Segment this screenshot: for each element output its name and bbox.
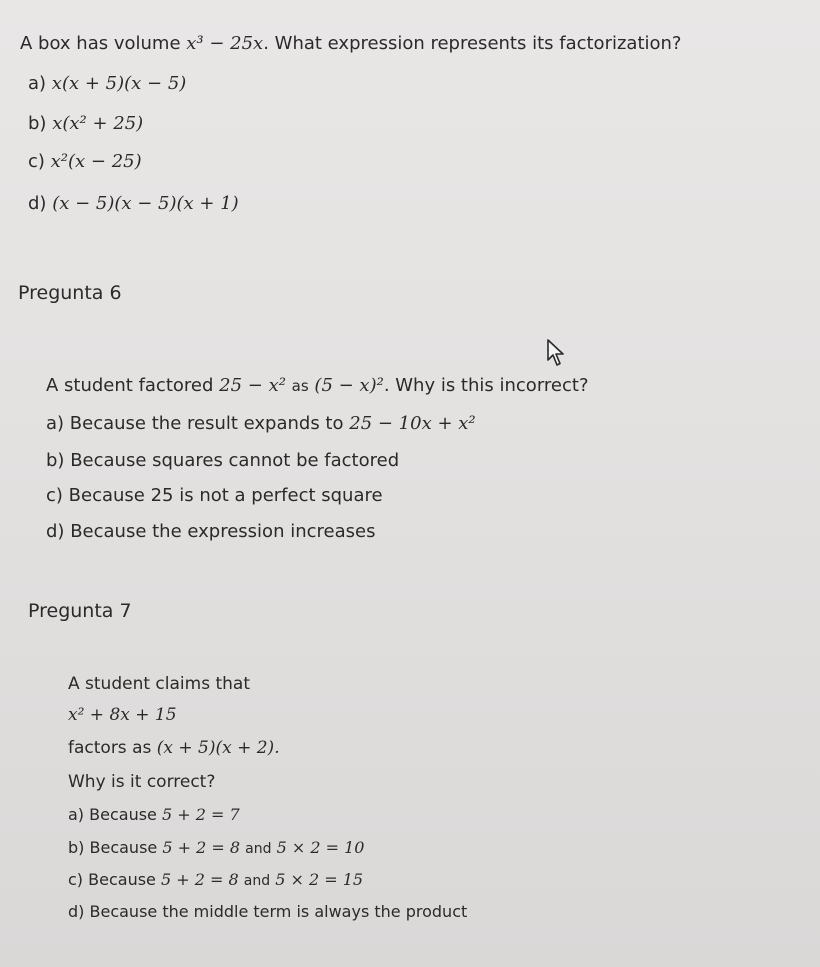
q6-option-b[interactable]	[46, 449, 399, 473]
option-math: x²(x − 25)	[50, 151, 142, 172]
q7-option-a[interactable]	[68, 803, 240, 827]
option-letter: b)	[68, 838, 85, 857]
q6-prompt-math1: 25 − x²	[219, 375, 286, 396]
q7-factors-text: factors as	[68, 738, 152, 758]
q6-option-c[interactable]	[46, 484, 383, 508]
option-math: 5 + 2 = 8	[160, 870, 239, 889]
option-letter: b)	[46, 450, 65, 471]
option-text: Because the result expands to	[69, 413, 344, 434]
option-text: Because squares cannot be factored	[70, 450, 400, 471]
option-text: Because the expression increases	[70, 521, 376, 542]
option-text: Because	[88, 870, 156, 889]
option-text: Because 25 is not a perfect square	[68, 485, 383, 506]
q7-factors	[68, 736, 280, 760]
q7-option-c[interactable]	[68, 868, 363, 893]
q5-option-c[interactable]	[28, 150, 142, 174]
option-letter: d)	[46, 521, 65, 542]
option-text: Because	[89, 805, 157, 824]
option-letter: a)	[28, 73, 47, 94]
q6-heading: Pregunta 6	[18, 282, 122, 304]
q5-prompt-text: A box has volume	[20, 33, 181, 54]
option-letter: d)	[28, 193, 47, 214]
mouse-cursor-icon	[546, 338, 568, 368]
q5-option-b[interactable]	[28, 112, 143, 136]
q6-prompt-text: A student factored	[46, 375, 214, 396]
option-math: 25 − 10x + x²	[349, 413, 476, 434]
option-conjunction: and	[243, 873, 271, 889]
q7-factors-math: (x + 5)(x + 2).	[156, 738, 280, 758]
q7-question: Why is it correct?	[68, 772, 216, 792]
option-text: Because	[89, 838, 158, 857]
option-math: 5 + 2 = 7	[161, 805, 240, 824]
q7-expression: x² + 8x + 15	[68, 705, 177, 725]
q7-heading: Pregunta 7	[28, 600, 132, 622]
q5-prompt-math: x³ − 25x	[186, 33, 264, 54]
q5-prompt	[20, 32, 681, 56]
q7-option-b[interactable]	[68, 836, 364, 861]
option-letter: b)	[28, 113, 47, 134]
option-math: x(x + 5)(x − 5)	[51, 73, 187, 94]
q6-option-d[interactable]	[46, 520, 375, 544]
option-text: Because the middle term is always the product	[89, 902, 468, 921]
option-math: x(x² + 25)	[52, 113, 144, 134]
q6-prompt-tail: . Why is this incorrect?	[383, 375, 589, 396]
option-math: 5 + 2 = 8	[162, 838, 241, 857]
option-math: (x − 5)(x − 5)(x + 1)	[52, 193, 239, 214]
q5-prompt-tail: . What expression represents its factorization?	[263, 33, 682, 54]
option-letter: a)	[46, 413, 65, 434]
option-conjunction: and	[245, 841, 272, 857]
q7-intro: A student claims that	[68, 674, 250, 694]
q6-option-a[interactable]	[46, 412, 476, 436]
option-math2: 5 × 2 = 10	[276, 838, 365, 857]
option-letter: c)	[28, 151, 45, 172]
q5-option-a[interactable]	[28, 72, 186, 96]
q7-option-d[interactable]	[68, 900, 467, 924]
q5-option-d[interactable]	[28, 192, 239, 216]
option-math2: 5 × 2 = 15	[275, 870, 364, 889]
option-letter: c)	[46, 485, 63, 506]
option-letter: a)	[68, 805, 85, 824]
q6-prompt-math2: (5 − x)²	[314, 375, 384, 396]
q6-prompt	[46, 374, 589, 398]
option-letter: c)	[68, 870, 84, 889]
q6-prompt-mid: as	[291, 377, 309, 395]
option-letter: d)	[68, 902, 85, 921]
